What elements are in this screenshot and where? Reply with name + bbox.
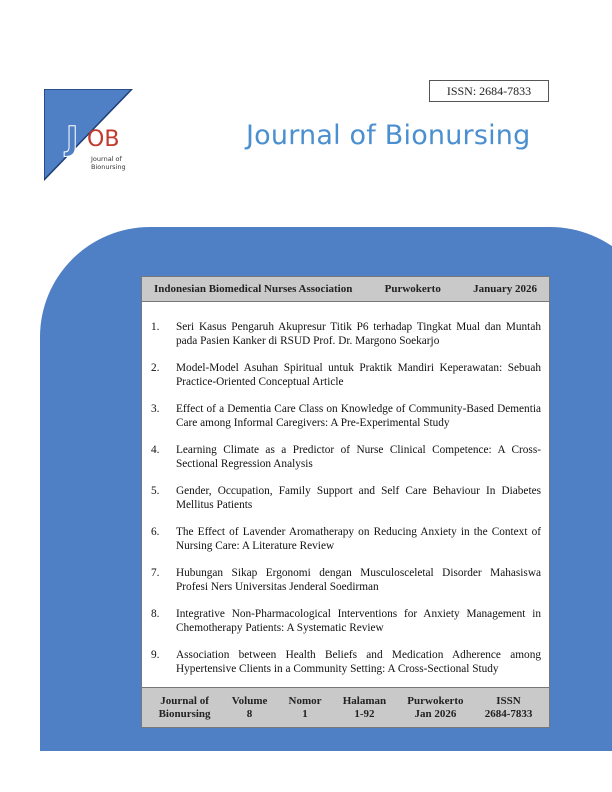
header-date: January 2026 bbox=[473, 283, 537, 295]
footer-issn-value: 2684-7833 bbox=[484, 707, 533, 720]
footer-date: Jan 2026 bbox=[414, 707, 457, 720]
footer-journal-line2: Bionursing bbox=[158, 707, 211, 720]
article-number: 9. bbox=[151, 649, 160, 661]
footer-nomor bbox=[289, 695, 322, 721]
list-item bbox=[151, 320, 541, 348]
footer-halaman bbox=[343, 695, 386, 721]
footer-city: Purwokerto bbox=[407, 694, 464, 707]
footer-issn bbox=[485, 695, 533, 721]
issn-box bbox=[429, 80, 549, 102]
list-item bbox=[151, 607, 541, 635]
article-number: 4. bbox=[151, 444, 160, 456]
footer-volume-label: Volume bbox=[231, 694, 268, 707]
article-number: 2. bbox=[151, 362, 160, 374]
logo-letters-ob: OB bbox=[87, 127, 120, 152]
article-number: 1. bbox=[151, 321, 160, 333]
article-title: Seri Kasus Pengaruh Akupresur Titik P6 terhadap Tingkat Mual dan Muntah pada Pasien Kanker di RSUD Prof. Dr. Margono Soekarjo bbox=[176, 321, 541, 347]
logo-subtitle-line2: Bionursing bbox=[91, 163, 126, 171]
article-title: Effect of a Dementia Care Class on Knowledge of Community-Based Dementia Care among Informal Caregivers: A Pre-Experimental Study bbox=[176, 403, 541, 429]
article-title: Association between Health Beliefs and Medication Adherence among Hypertensive Clients in a Community Setting: A Cross-Sectional Study bbox=[176, 649, 541, 675]
article-title: Learning Climate as a Predictor of Nurse Clinical Competence: A Cross-Sectional Regression Analysis bbox=[176, 444, 541, 470]
list-item bbox=[151, 525, 541, 553]
article-number: 7. bbox=[151, 567, 160, 579]
list-item bbox=[151, 443, 541, 471]
article-list bbox=[142, 302, 549, 676]
article-title: Hubungan Sikap Ergonomi dengan Musculosceletal Disorder Mahasiswa Profesi Ners Universitas Jenderal Soedirman bbox=[176, 567, 541, 593]
header-city: Purwokerto bbox=[384, 283, 441, 295]
card-header bbox=[142, 277, 549, 302]
list-item bbox=[151, 648, 541, 676]
footer-nomor-value: 1 bbox=[302, 707, 308, 720]
footer-place-date bbox=[407, 695, 463, 721]
footer-halaman-label: Halaman bbox=[342, 694, 387, 707]
logo-letter-j: J bbox=[66, 119, 79, 158]
header-association: Indonesian Biomedical Nurses Association bbox=[154, 283, 353, 295]
table-of-contents-card bbox=[141, 276, 550, 728]
article-title: Integrative Non-Pharmacological Interventions for Anxiety Management in Chemotherapy Patients: A Systematic Review bbox=[176, 608, 541, 634]
journal-title: Journal of Bionursing bbox=[246, 120, 531, 151]
article-number: 8. bbox=[151, 608, 160, 620]
list-item bbox=[151, 402, 541, 430]
footer-volume-value: 8 bbox=[246, 707, 253, 720]
article-number: 6. bbox=[151, 526, 160, 538]
footer-volume bbox=[232, 695, 268, 721]
footer-halaman-value: 1-92 bbox=[354, 707, 375, 720]
list-item bbox=[151, 484, 541, 512]
article-title: Gender, Occupation, Family Support and Self Care Behaviour In Diabetes Mellitus Patients bbox=[176, 485, 541, 511]
list-item bbox=[151, 566, 541, 594]
issn-text: ISSN: 2684-7833 bbox=[446, 83, 532, 98]
footer-nomor-label: Nomor bbox=[288, 694, 322, 707]
footer-journal bbox=[159, 695, 211, 721]
article-title: Model-Model Asuhan Spiritual untuk Praktik Mandiri Keperawatan: Sebuah Practice-Oriented Conceptual Article bbox=[176, 362, 541, 388]
footer-issn-label: ISSN bbox=[496, 694, 521, 707]
article-number: 3. bbox=[151, 403, 160, 415]
journal-logo bbox=[44, 89, 136, 181]
article-number: 5. bbox=[151, 485, 160, 497]
footer-journal-line1: Journal of bbox=[160, 694, 209, 707]
article-title: The Effect of Lavender Aromatherapy on Reducing Anxiety in the Context of Nursing Care: A Literature Review bbox=[176, 526, 541, 552]
list-item bbox=[151, 361, 541, 389]
logo-subtitle-line1: Journal of bbox=[91, 155, 122, 163]
card-footer bbox=[142, 687, 549, 727]
